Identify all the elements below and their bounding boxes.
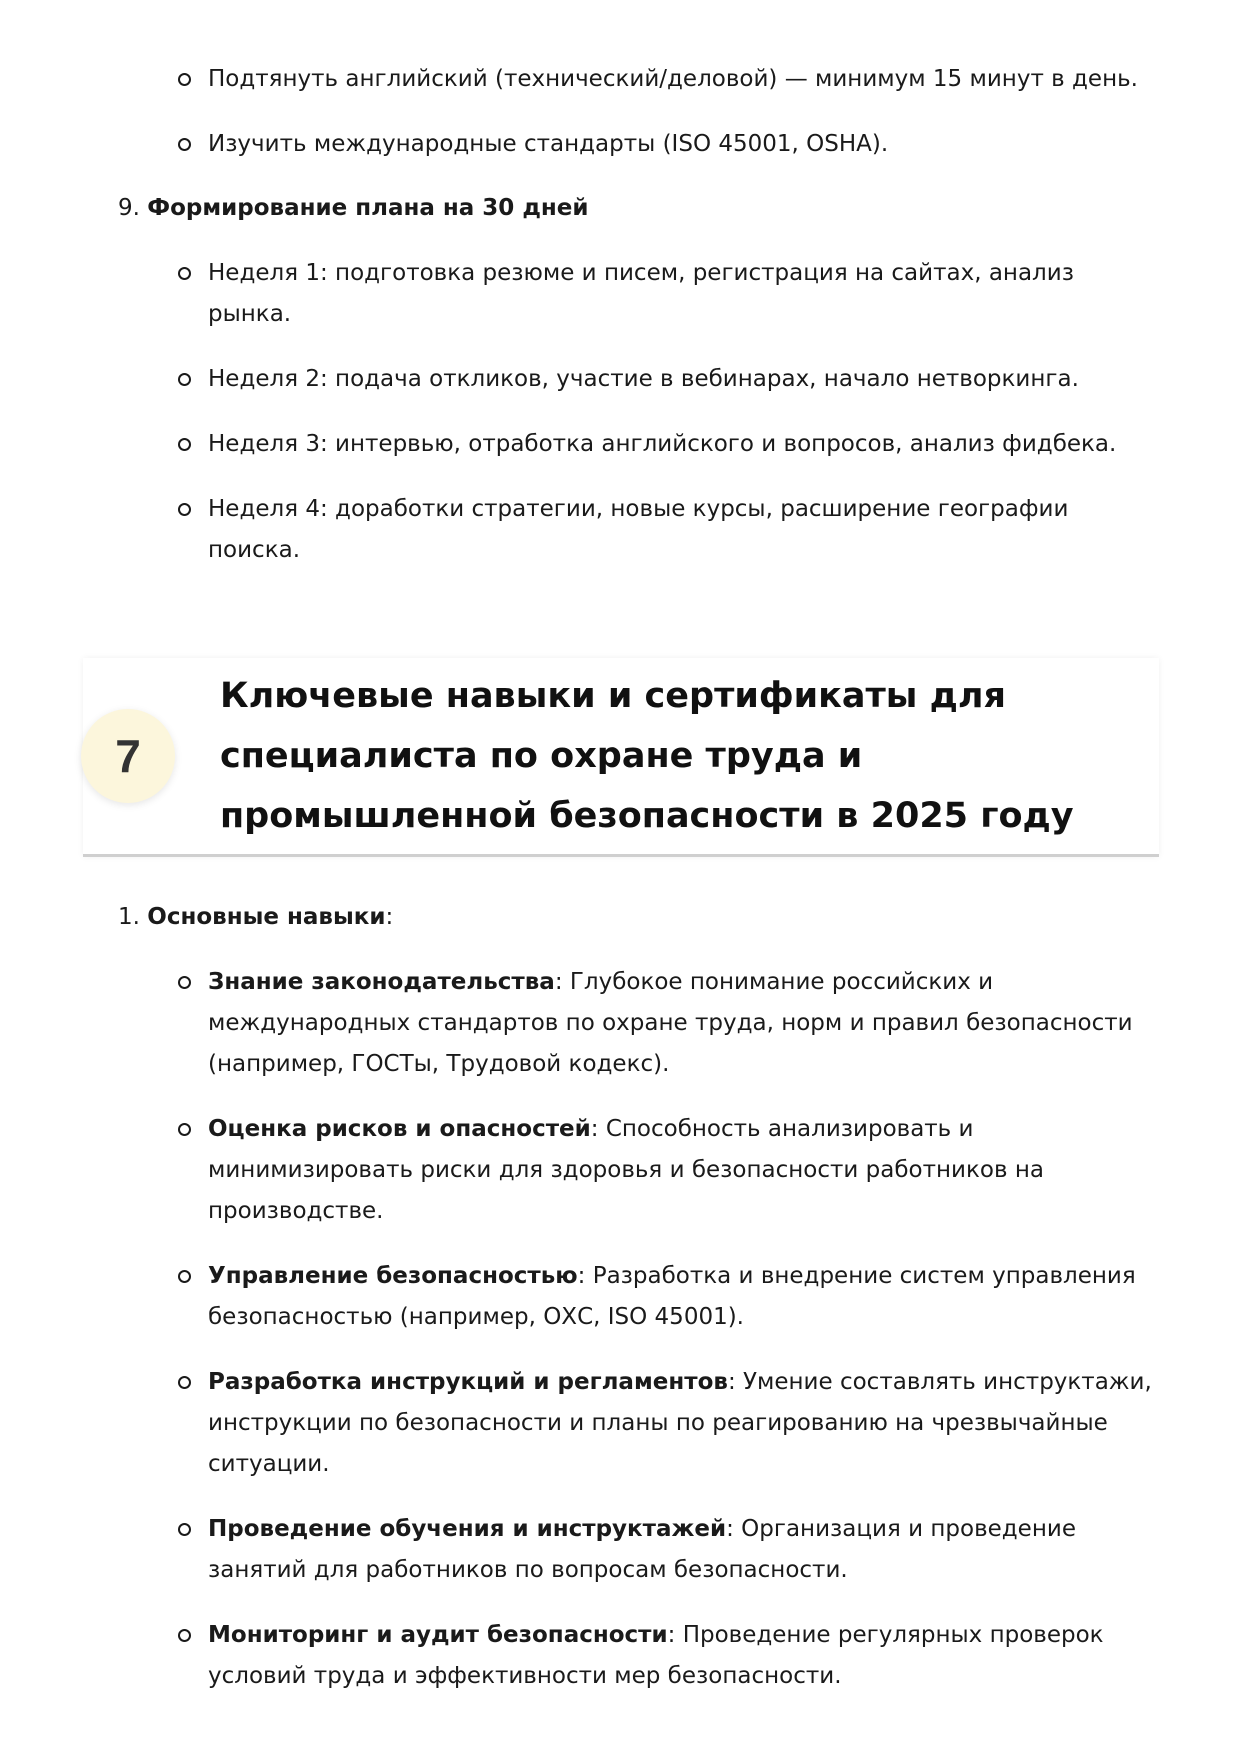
item-title: Формирование плана на 30 дней bbox=[147, 195, 589, 221]
circle-bullet-icon bbox=[178, 1523, 191, 1536]
bullet-list-top bbox=[178, 59, 1158, 165]
list-item-text: Подтянуть английский (технический/деловой) — минимум 15 минут в день. bbox=[208, 66, 1138, 92]
circle-bullet-icon bbox=[178, 1270, 191, 1283]
circle-bullet-icon bbox=[178, 1376, 191, 1389]
skill-term: Разработка инструкций и регламентов bbox=[208, 1369, 728, 1395]
circle-bullet-icon bbox=[178, 438, 191, 451]
circle-bullet-icon bbox=[178, 1629, 191, 1642]
circle-bullet-icon bbox=[178, 976, 191, 989]
circle-bullet-icon bbox=[178, 138, 191, 151]
skill-description: : Разработка и внедрение систем управления безопасностью (например, ОХС, ISO 45001). bbox=[208, 1263, 1136, 1330]
list-item-text: Неделя 2: подача откликов, участие в вебинарах, начало нетворкинга. bbox=[208, 366, 1079, 392]
list-item-text: Изучить международные стандарты (ISO 45001, OSHA). bbox=[208, 131, 889, 157]
item-title-suffix: : bbox=[385, 904, 394, 930]
list-item bbox=[178, 1109, 1158, 1232]
list-item bbox=[178, 59, 1158, 100]
list-item bbox=[178, 1362, 1158, 1485]
circle-bullet-icon bbox=[178, 267, 191, 280]
skill-term: Знание законодательства bbox=[208, 969, 555, 995]
list-item bbox=[178, 124, 1158, 165]
circle-bullet-icon bbox=[178, 73, 191, 86]
skill-term: Проведение обучения и инструктажей bbox=[208, 1516, 727, 1542]
list-item bbox=[178, 962, 1158, 1085]
skill-description: : Организация и проведение занятий для работников по вопросам безопасности. bbox=[208, 1516, 1076, 1583]
numbered-heading-skills bbox=[118, 897, 393, 938]
bullet-list-skills bbox=[178, 962, 1158, 1697]
list-item bbox=[178, 1509, 1158, 1591]
circle-bullet-icon bbox=[178, 1123, 191, 1136]
skill-description: : Умение составлять инструктажи, инструкции по безопасности и планы по реагированию на чрезвычайные ситуации. bbox=[208, 1369, 1152, 1477]
list-item-text: Неделя 4: доработки стратегии, новые курсы, расширение географии поиска. bbox=[208, 496, 1069, 563]
list-item bbox=[178, 359, 1158, 400]
circle-bullet-icon bbox=[178, 373, 191, 386]
list-item bbox=[178, 489, 1158, 571]
skill-description: : Проведение регулярных проверок условий труда и эффективности мер безопасности. bbox=[208, 1622, 1104, 1689]
numbered-heading-plan bbox=[118, 188, 589, 229]
skill-description: : Глубокое понимание российских и международных стандартов по охране труда, норм и правил безопасности (например, ГОСТы, Трудовой кодекс). bbox=[208, 969, 1133, 1077]
bullet-list-plan bbox=[178, 253, 1158, 571]
list-item bbox=[178, 424, 1158, 465]
skill-description: : Способность анализировать и минимизировать риски для здоровья и безопасности работников на производстве. bbox=[208, 1116, 1044, 1224]
list-item-text: Неделя 3: интервью, отработка английского и вопросов, анализ фидбека. bbox=[208, 431, 1117, 457]
item-title: Основные навыки bbox=[147, 904, 386, 930]
circle-bullet-icon bbox=[178, 503, 191, 516]
skill-term: Оценка рисков и опасностей bbox=[208, 1116, 591, 1142]
list-item bbox=[178, 253, 1158, 335]
section-number-badge: 7 bbox=[81, 709, 175, 803]
list-item bbox=[178, 1615, 1158, 1697]
section-title: Ключевые навыки и сертификаты для специалиста по охране труда и промышленной безопасности в 2025 году bbox=[220, 676, 1074, 836]
list-item bbox=[178, 1256, 1158, 1338]
item-number: 1. bbox=[118, 904, 140, 930]
skill-term: Управление безопасностью bbox=[208, 1263, 578, 1289]
skill-term: Мониторинг и аудит безопасности bbox=[208, 1622, 668, 1648]
list-item-text: Неделя 1: подготовка резюме и писем, регистрация на сайтах, анализ рынка. bbox=[208, 260, 1074, 327]
item-number: 9. bbox=[118, 195, 140, 221]
